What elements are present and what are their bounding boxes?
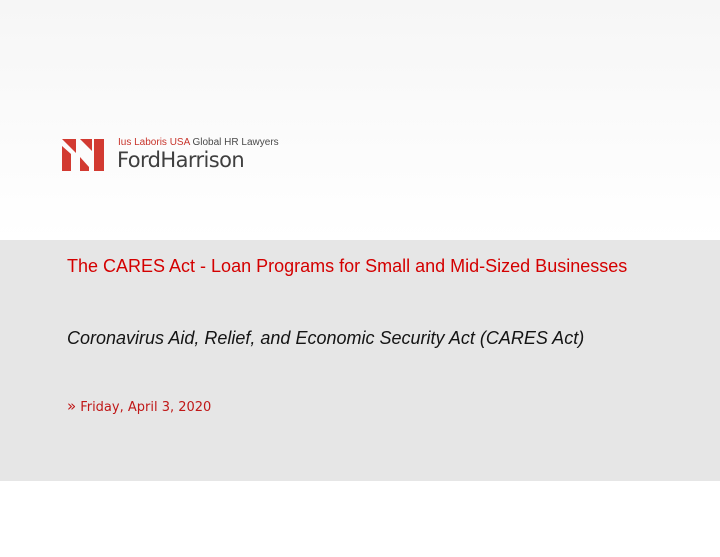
date-line [67, 397, 211, 417]
logo-wordmark: FordHarrison [117, 148, 245, 172]
date-bullet: » [67, 397, 77, 415]
fordharrison-logo-mark-icon [62, 139, 104, 171]
header-background [0, 0, 720, 240]
logo-tagline-rest: Global HR Lawyers [192, 137, 279, 148]
fordharrison-logo [62, 136, 362, 176]
logo-tagline-brand: Ius Laboris USA [118, 137, 190, 148]
slide-title: The CARES Act - Loan Programs for Small and Mid-Sized Businesses [67, 256, 628, 276]
presentation-date: Friday, April 3, 2020 [80, 400, 212, 415]
slide-subtitle: Coronavirus Aid, Relief, and Economic Security Act (CARES Act) [67, 328, 585, 348]
